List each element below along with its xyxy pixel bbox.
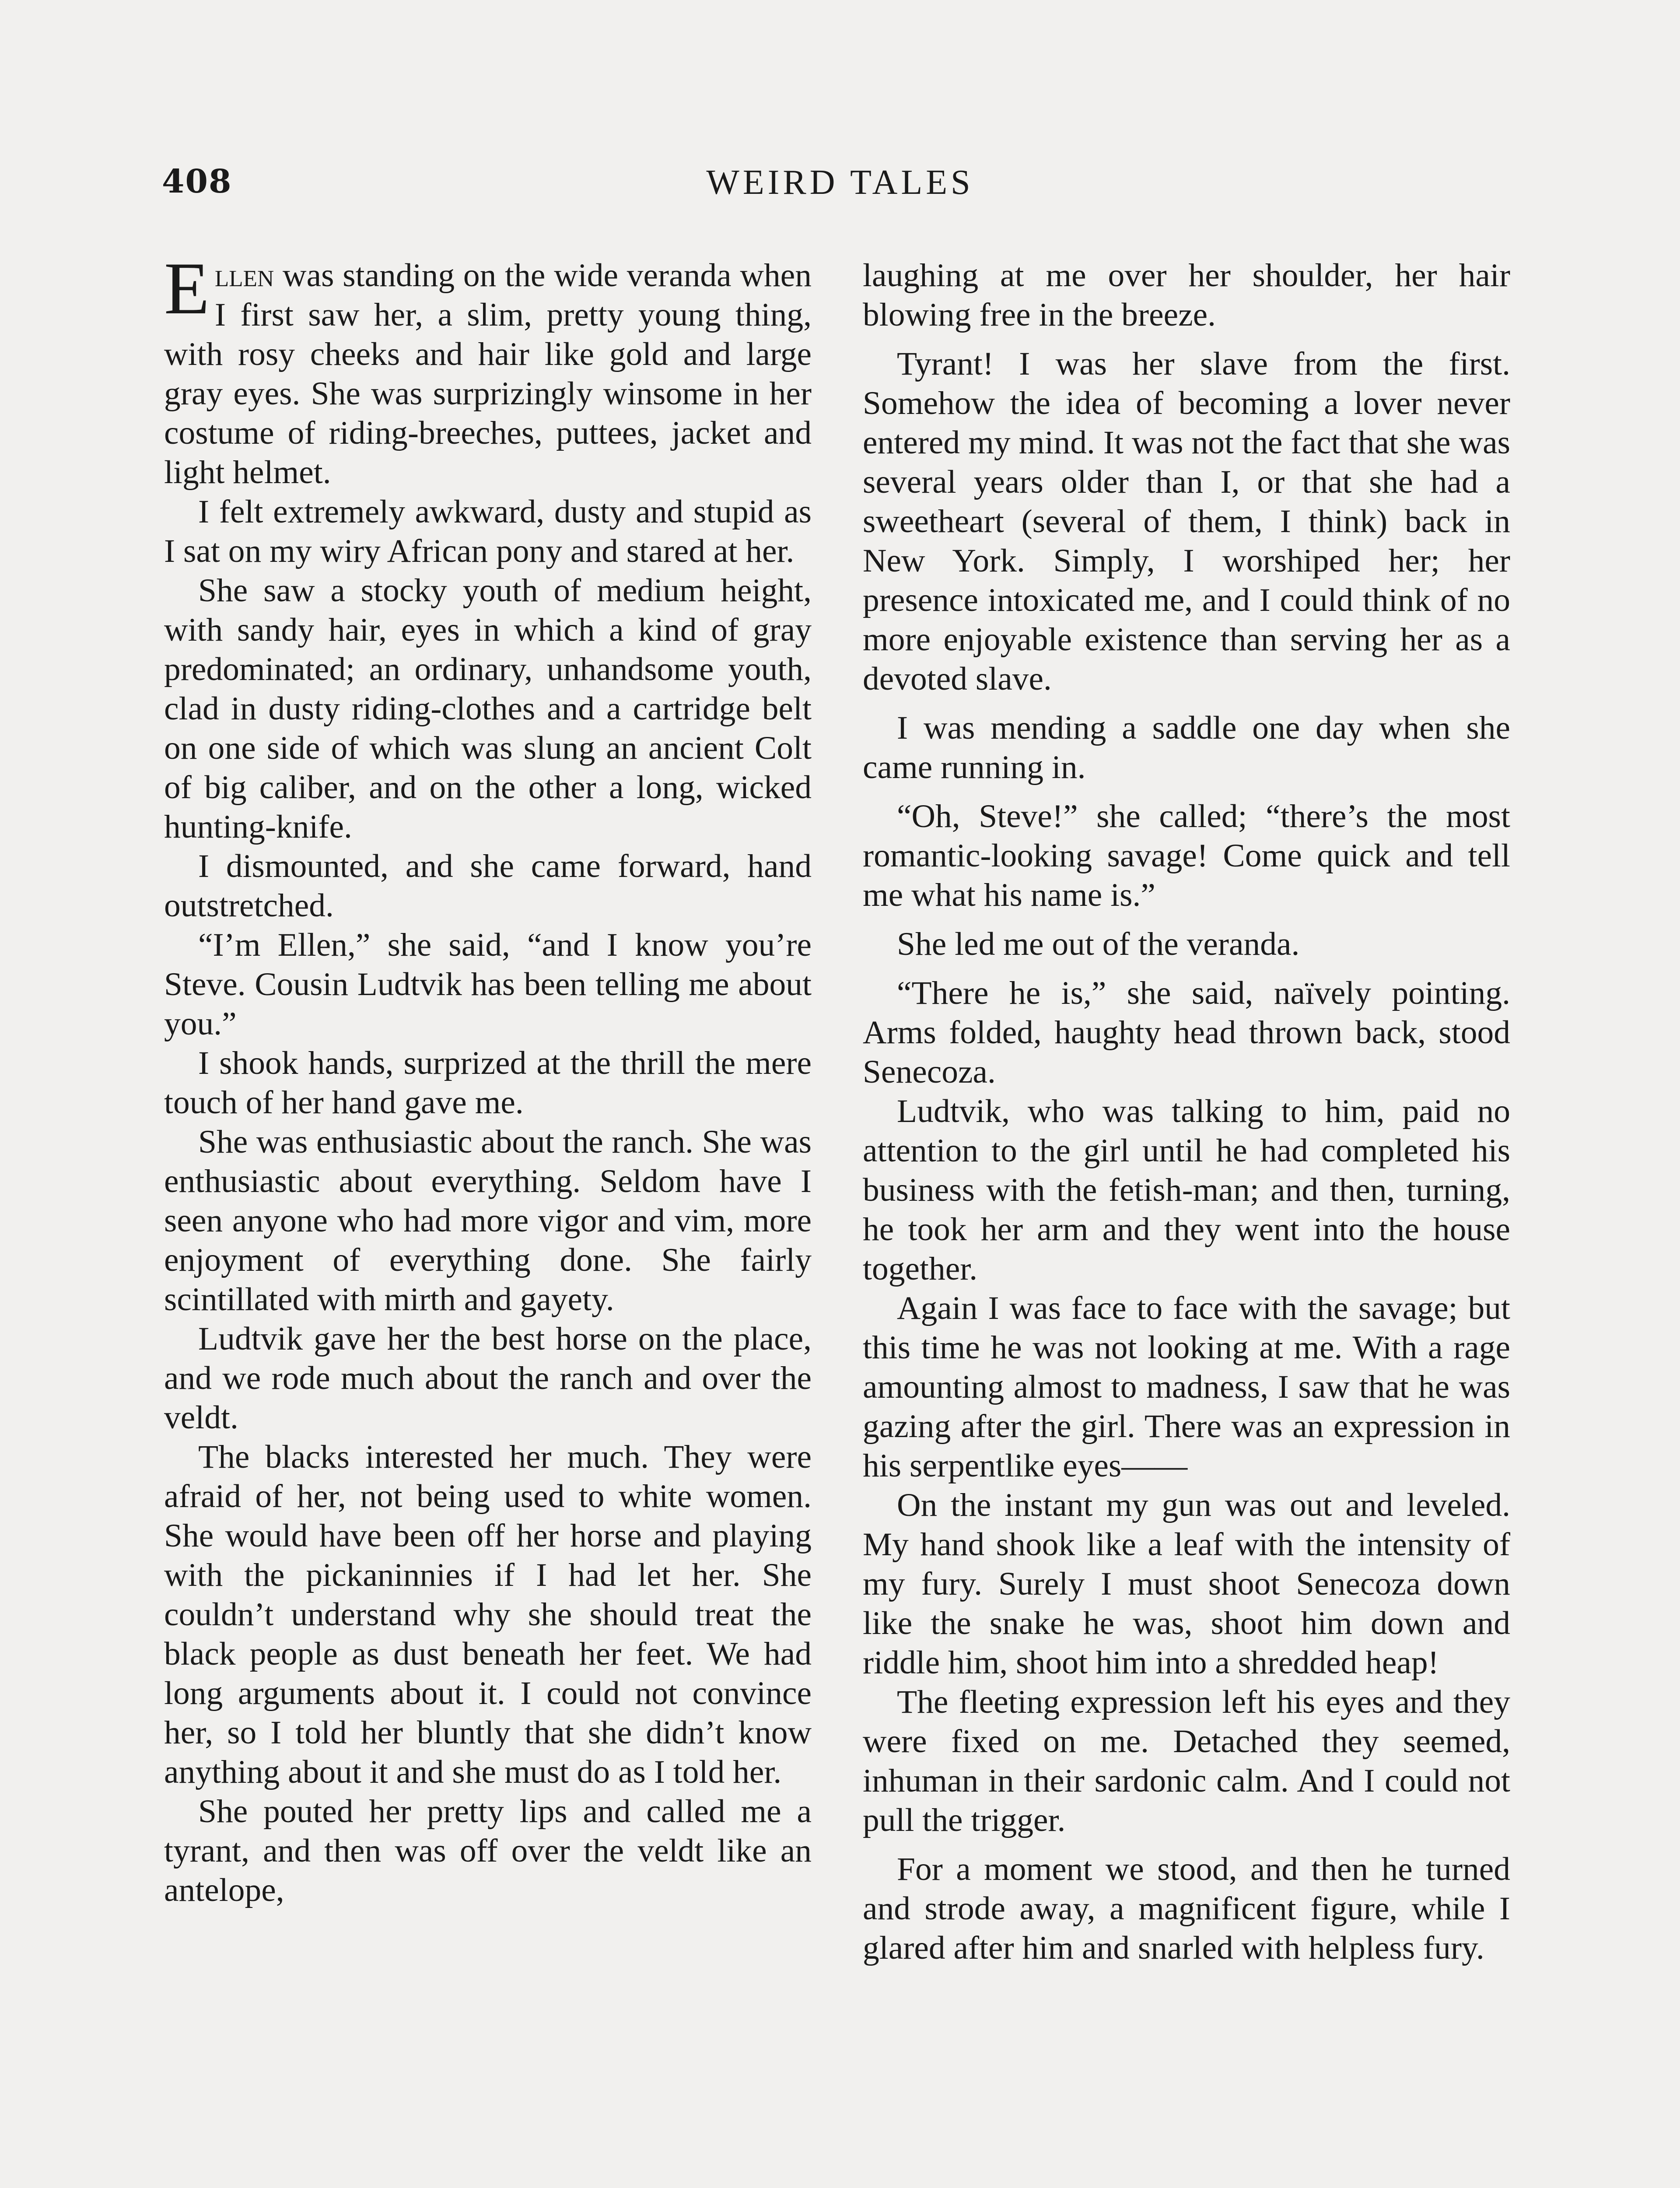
paragraph: “There he is,” she said, naïvely pointing. Arms folded, haughty head thrown back, stood Senecoza. — [863, 975, 1510, 1090]
paragraph: I was mending a saddle one day when she came running in. — [863, 710, 1510, 785]
paragraph — [164, 247, 812, 492]
paragraph: For a moment we stood, and then he turned and strode away, a magnificent figure, while I glared after him and snarled with helpless fury. — [863, 1851, 1510, 1966]
paragraph: The fleeting expression left his eyes and they were fixed on me. Detached they seemed, inhuman in their sardonic calm. And I could not pull the trigger. — [863, 1684, 1510, 1838]
drop-cap: E — [164, 247, 210, 330]
paragraph: Ludtvik, who was talking to him, paid no attention to the girl until he had completed his business with the fetish-man; and then, turning, he took her arm and they went into the house together. — [863, 1093, 1510, 1287]
paragraph: I dismounted, and she came forward, hand outstretched. — [164, 848, 812, 924]
paragraph: She was enthusiastic about the ranch. She was enthusiastic about everything. Seldom have I seen anyone who had more vigor and vim, more enjoyment of everything done. She fairly scintillated with mirth and gayety. — [164, 1124, 812, 1318]
paragraph: I felt extremely awkward, dusty and stupid as I sat on my wiry African pony and stared at her. — [164, 494, 812, 569]
right-column — [863, 256, 1510, 1968]
paragraph: “I’m Ellen,” she said, “and I know you’re Steve. Cousin Ludtvik has been telling me about you.” — [164, 927, 812, 1042]
lead-in: llen — [214, 257, 274, 294]
paragraph: Ludtvik gave her the best horse on the place, and we rode much about the ranch and over the veldt. — [164, 1321, 812, 1436]
paragraph: She led me out of the veranda. — [897, 926, 1300, 962]
left-column — [164, 247, 812, 1910]
paragraph: She saw a stocky youth of medium height, with sandy hair, eyes in which a kind of gray predominated; an ordinary, unhandsome youth, clad in dusty riding-clothes and a cartridge belt on one side of which was slung an ancient Colt of big caliber, and on the other a long, wicked hunting-knife. — [164, 572, 812, 845]
running-head — [162, 163, 1518, 211]
paragraph: I shook hands, surprized at the thrill the mere touch of her hand gave me. — [164, 1045, 812, 1121]
paragraph: The blacks interested her much. They were afraid of her, not being used to white women. She would have been off her horse and playing with the pickaninnies if I had let her. She couldn’t understand why she should treat the black people as dust beneath her feet. We had long arguments about it. I could not convince her, so I told her bluntly that she didn’t know anything about it and she must do as I told her. — [164, 1439, 812, 1790]
paragraph: laughing at me over her shoulder, her hair blowing free in the breeze. — [863, 257, 1510, 333]
paragraph: Again I was face to face with the savage; but this time he was not looking at me. With a rage amounting almost to madness, I saw that he was gazing after the girl. There was an expression in his serpentlike eyes—— — [863, 1290, 1510, 1484]
paragraph: “Oh, Steve!” she called; “there’s the most romantic-looking savage! Come quick and tell me what his name is.” — [863, 798, 1510, 913]
paragraph: She pouted her pretty lips and called me a tyrant, and then was off over the veldt like an antelope, — [164, 1793, 812, 1908]
paragraph-text: was standing on the wide veranda when I first saw her, a slim, pretty young thing, with rosy cheeks and hair like gold and large gray eyes. She was surprizingly winsome in her costume of riding-breeches, puttees, jacket and light helmet. — [164, 257, 812, 491]
paragraph: Tyrant! I was her slave from the first. Somehow the idea of becoming a lover never entered my mind. It was not the fact that she was several years older than I, or that she had a sweetheart (several of them, I think) back in New York. Simply, I worshiped her; her presence intoxicated me, and I could think of no more enjoyable existence than serving her as a devoted slave. — [863, 346, 1510, 697]
paragraph: On the instant my gun was out and leveled. My hand shook like a leaf with the intensity of my fury. Surely I must shoot Senecoza down like the snake he was, shoot him down and riddle him, shoot him into a shredded heap! — [863, 1487, 1510, 1681]
page-number: 408 — [162, 163, 232, 200]
journal-title: WEIRD TALES — [706, 163, 974, 202]
